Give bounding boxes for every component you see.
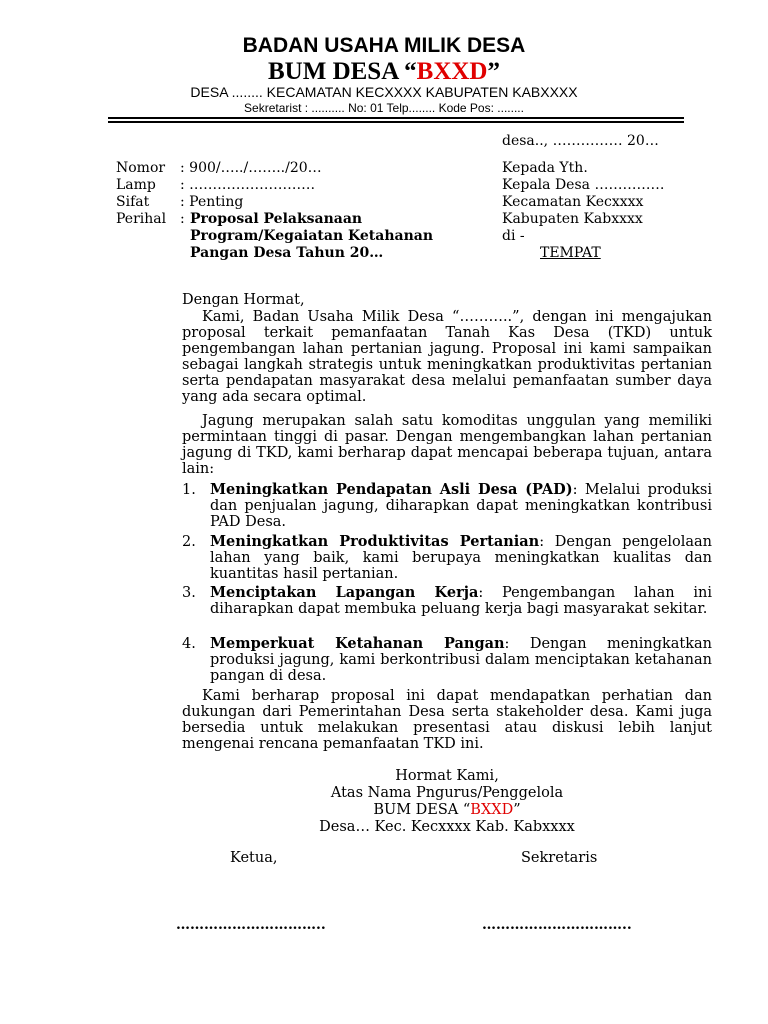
recipient-line: di -: [502, 228, 525, 244]
subject-line-3: Pangan Desa Tahun 20…: [190, 245, 384, 261]
paragraph-objectives: Jagung merupakan salah satu komoditas unggulan yang memiliki permintaan tinggi di pasar. Dengan mengembangkan lahan pertanian jagung di TKD, kami berharap dapat mencapai beberapa tujuan, antara lain:: [182, 413, 712, 477]
closing-address: Desa… Kec. Kecxxxx Kab. Kabxxxx: [319, 819, 575, 835]
signature-line-left: …………………………..: [176, 917, 326, 933]
org-type-heading: BADAN USAHA MILIK DESA: [242, 34, 526, 57]
meta-label-perihal: Perihal: [116, 211, 167, 227]
list-number: 3.: [182, 585, 196, 601]
list-desc: : Pengembangan lahan ini diharapkan dapat membuka peluang kerja bagi masyarakat sekitar.: [210, 585, 712, 617]
list-title: Memperkuat Ketahanan Pangan: [210, 635, 505, 652]
meta-label-sifat: Sifat: [116, 194, 150, 210]
meta-value-lamp: : ………………………: [180, 177, 316, 193]
list-desc: : Dengan pengelolaan lahan yang baik, kami berupaya meningkatkan kualitas dan kuantitas hasil pertanian.: [210, 534, 712, 582]
contact-line: Sekretarist : .......... No: 01 Telp........ Kode Pos: ........: [244, 101, 524, 115]
org-name-suffix: ”: [487, 58, 500, 85]
paragraph-closing: Kami berharap proposal ini dapat mendapatkan perhatian dan dukungan dari Pemerintahan Desa serta stakeholder desa. Kami juga bersedia untuk melakukan presentasi atau diskusi lebih lanjut mengenai rencana pemanfaatan TKD ini.: [182, 688, 712, 752]
address-line: DESA ........ KECAMATAN KECXXXX KABUPATEN KABXXXX: [190, 84, 578, 100]
closing-org-suffix: ”: [513, 802, 521, 818]
meta-value-nomor: : 900/…../……../20…: [180, 160, 322, 176]
list-number: 2.: [182, 534, 196, 550]
list-desc: : Melalui produksi dan penjualan jagung, diharapkan dapat meningkatkan kontribusi PAD Desa.: [210, 482, 712, 530]
recipient-line: Kepala Desa ……………: [502, 177, 665, 193]
list-number: 1.: [182, 482, 196, 498]
signature-line-right: …………………………..: [482, 917, 632, 933]
list-title: Menciptakan Lapangan Kerja: [210, 584, 479, 601]
closing-on-behalf: Atas Nama Pngurus/Penggelola: [330, 785, 564, 801]
recipient-place: TEMPAT: [540, 245, 601, 261]
list-title: Meningkatkan Pendapatan Asli Desa (PAD): [210, 481, 573, 498]
paragraph-intro: Kami, Badan Usaha Milik Desa “………..”, dengan ini mengajukan proposal terkait pemanfaatan Tanah Kas Desa (TKD) untuk pengembangan lahan pertanian jagung. Proposal ini kami sampaikan sebagai langkah strategis untuk meningkatkan produktivitas pertanian serta pendapatan masyarakat desa melalui pemanfaatan sumber daya yang ada secara optimal.: [182, 309, 712, 405]
recipient-line: Kepada Yth.: [502, 160, 588, 176]
org-name-highlight: BXXD: [416, 58, 488, 85]
recipient-line: Kabupaten Kabxxxx: [502, 211, 643, 227]
list-text: [210, 534, 712, 582]
signatory-right-title: Sekretaris: [521, 850, 598, 866]
place-date: desa.., …………… 20…: [502, 133, 659, 149]
header-divider-top: [108, 117, 684, 119]
list-text: [210, 585, 712, 617]
meta-label-lamp: Lamp: [116, 177, 156, 193]
header-divider-bottom: [108, 121, 684, 123]
recipient-line: Kecamatan Kecxxxx: [502, 194, 644, 210]
meta-label-nomor: Nomor: [116, 160, 166, 176]
closing-org-prefix: BUM DESA “: [373, 802, 471, 818]
closing-org-highlight: BXXD: [470, 802, 514, 818]
list-text: [210, 482, 712, 530]
meta-value-sifat: : Penting: [180, 194, 244, 210]
greeting: Dengan Hormat,: [182, 292, 305, 308]
closing-org-name: [182, 802, 712, 818]
org-name-heading: [0, 58, 768, 86]
list-text: [210, 636, 712, 684]
signatory-left-title: Ketua,: [230, 850, 278, 866]
closing-salutation: Hormat Kami,: [395, 768, 499, 784]
meta-value-perihal: :: [180, 211, 185, 227]
list-title: Meningkatkan Produktivitas Pertanian: [210, 533, 540, 550]
subject-line-1: Proposal Pelaksanaan: [190, 211, 363, 227]
org-name-prefix: BUM DESA “: [268, 58, 417, 85]
list-desc: : Dengan meningkatkan produksi jagung, kami berkontribusi dalam menciptakan ketahanan pangan di desa.: [210, 636, 713, 684]
list-number: 4.: [182, 636, 196, 652]
subject-line-2: Program/Kegaiatan Ketahanan: [190, 228, 433, 244]
